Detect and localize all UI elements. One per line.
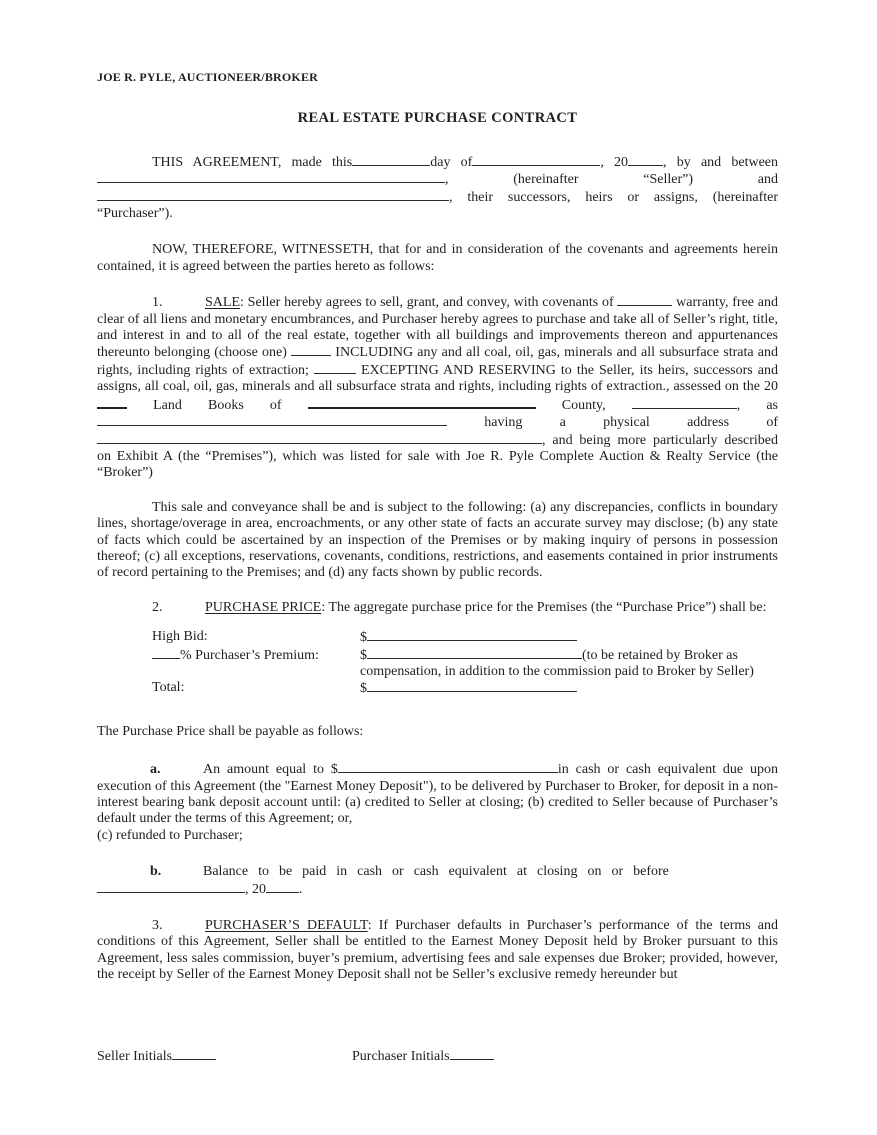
text-run: b. [150, 864, 162, 880]
fill-in-blank[interactable] [266, 881, 299, 893]
fill-in-blank[interactable] [472, 154, 600, 166]
price-row [152, 629, 778, 646]
text-run: . [299, 881, 303, 897]
fill-in-blank[interactable] [632, 397, 737, 409]
text-run: , by and between [663, 154, 778, 170]
fill-in-blank[interactable] [172, 1048, 216, 1060]
price-row [152, 647, 778, 681]
fill-in-blank[interactable] [97, 881, 245, 893]
text-run: , 20 [245, 881, 266, 897]
text-run: 1. [152, 295, 163, 311]
fill-in-blank[interactable] [450, 1048, 494, 1060]
text-run: Seller Initials [97, 1049, 173, 1064]
fill-in-blank[interactable] [617, 294, 672, 306]
text-run: High Bid: [152, 629, 208, 645]
text-run: $ [360, 681, 367, 697]
text-run: $ [360, 647, 367, 663]
text-run: Land Books of [127, 397, 308, 413]
price-row-value [360, 647, 778, 681]
text-run: 2. [152, 599, 163, 615]
witnesseth-paragraph [97, 242, 778, 275]
text-run: An amount equal to $ [203, 762, 338, 778]
fill-in-blank[interactable] [367, 629, 577, 641]
text-run: (c) refunded to Purchaser; [97, 827, 243, 843]
text-run: Total: [152, 680, 185, 696]
text-run: NOW, THEREFORE, WITNESSETH, that for and in consideration of the covenants and agreements herein contained, it is agreed between the parties hereto as follows: [97, 242, 778, 274]
text-run: a. [150, 762, 161, 778]
text-run: , their successors, heirs or assigns, (hereinafter “Purchaser”). [97, 189, 778, 222]
agreement-intro-paragraph [97, 154, 778, 223]
text-run: PURCHASE PRICE [205, 599, 322, 615]
fill-in-blank[interactable] [338, 761, 558, 773]
fill-in-blank[interactable] [152, 647, 180, 659]
price-row-label [152, 680, 360, 697]
fill-in-blank[interactable] [628, 154, 663, 166]
purchase-price-table [152, 629, 778, 698]
price-row-value [360, 629, 778, 646]
fill-in-blank[interactable] [367, 647, 582, 659]
document-title: REAL ESTATE PURCHASE CONTRACT [297, 110, 578, 127]
text-run: This sale and conveyance shall be and is subject to the following: (a) any discrepancies, conflicts in boundary lines, shortage/overage in area, encroachments, or any other state of facts an accurate survey may disclose; (b) any state of facts which could be ascertained by an inspection of the Premises or by making inquiry of persons in possession thereof; (c) all exceptions, reservations, covenants, conditions, restrictions, and easements contained in prior instruments of record pertaining to the Premises; and (d) any facts shown by public records. [97, 499, 778, 581]
initials-footer [97, 1048, 778, 1065]
section-1-sale-paragraph [97, 294, 778, 481]
purchaser-initials-line [352, 1048, 494, 1065]
text-run: , 20 [600, 154, 629, 170]
text-run: in cash or cash equivalent due upon execution of this Agreement (the "Earnest Money Deposit"), to be delivered by Purchaser to Broker, for deposit in a non-interest bearing bank deposit account until: (a) credited to Seller at closing; (b) credited to Seller because of Purchaser’s default under the terms of this Agreement; or, [97, 762, 779, 827]
price-row-label [152, 647, 360, 681]
text-run: PURCHASER’S DEFAULT [205, 918, 368, 934]
text-run: INCLUDING any and all coal, oil, gas, minerals and all subsurface strata and rights, including rights of extraction; [97, 345, 778, 378]
text-run: Purchaser Initials [352, 1049, 450, 1064]
price-row [152, 680, 778, 697]
text-run: warranty, free and clear of all liens and monetary encumbrances, and Purchaser hereby agrees to purchase and take all of Seller’s right, title, and interest in and to all of the real estate, together with all buildings and improvements thereon and appurtenances thereunto belonging (choose one) [97, 295, 779, 361]
text-run: SALE [205, 295, 240, 311]
text-run: The Purchase Price shall be payable as follows: [97, 723, 364, 739]
fill-in-blank[interactable] [314, 362, 356, 374]
text-run: : The aggregate purchase price for the Premises (the “Purchase Price”) shall be: [321, 599, 767, 615]
fill-in-blank[interactable] [97, 189, 449, 201]
text-run: having a physical address of [447, 415, 778, 431]
clause-b-balance-paragraph [97, 864, 778, 898]
fill-in-blank[interactable] [352, 154, 430, 166]
fill-in-blank[interactable] [97, 432, 542, 444]
fill-in-blank[interactable] [97, 396, 127, 409]
section-2-purchase-price-heading [97, 600, 778, 616]
text-run: , (hereinafter “Seller”) and [445, 172, 778, 188]
text-run: County, [535, 397, 632, 413]
fill-in-blank[interactable] [97, 414, 447, 426]
text-run: (to be retained by Broker as compensation, in addition to the commission paid to Broker by Seller) [360, 647, 754, 679]
text-run: 3. [152, 918, 163, 934]
text-run: THIS AGREEMENT, made this [152, 154, 353, 170]
fill-in-blank[interactable] [97, 171, 445, 183]
text-run: day of [430, 154, 473, 170]
fill-in-blank[interactable] [291, 344, 331, 356]
price-row-value [360, 680, 778, 697]
broker-name-header: JOE R. PYLE, AUCTIONEER/BROKER [97, 70, 319, 84]
fill-in-blank[interactable] [308, 396, 536, 409]
text-run: Balance to be paid in cash or cash equivalent at closing on or before [203, 864, 669, 880]
seller-initials-line [97, 1048, 352, 1065]
text-run: % Purchaser’s Premium: [180, 647, 319, 663]
text-run: , as [736, 397, 778, 413]
text-run: $ [360, 630, 367, 646]
clause-a-earnest-money-paragraph [97, 761, 778, 844]
price-row-label [152, 629, 360, 646]
payable-as-follows-line [97, 724, 778, 740]
text-run: : If Purchaser defaults in Purchaser’s performance of the terms and conditions of this Agreement, Seller shall be entitled to the Earnest Money Deposit held by Broker pursuant to this Agreement, less sales commission, buyer’s premium, advertising fees and sale expenses due Broker; provided, however, the receipt by Seller of the Earnest Money Deposit shall not be Seller’s exclusive remedy hereunder but [97, 918, 778, 983]
section-3-purchasers-default-paragraph [97, 918, 778, 984]
text-run: : Seller hereby agrees to sell, grant, and convey, with covenants of [240, 295, 618, 311]
fill-in-blank[interactable] [367, 680, 577, 692]
text-run: , and being more particularly described on Exhibit A (the “Premises”), which was listed for sale with Joe R. Pyle Complete Auction & Realty Service (the “Broker”) [97, 432, 778, 481]
text-run: EXCEPTING AND RESERVING to the Seller, its heirs, successors and assigns, all coal, oil, gas, minerals and all subsurface strata and rights, including rights of extraction., assessed on the 20 [97, 362, 778, 395]
sale-subject-to-paragraph [97, 500, 778, 582]
